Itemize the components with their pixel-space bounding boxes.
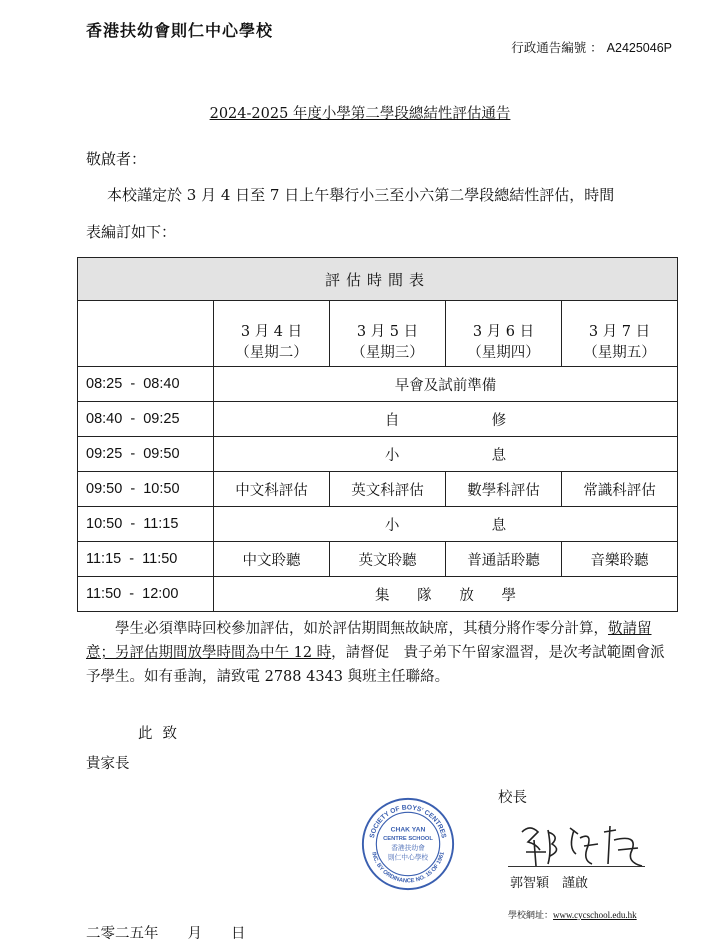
timetable-row [78, 472, 678, 507]
activity-cell: 小 息 [214, 437, 678, 472]
time-slot: 09:25 - 09:50 [78, 437, 214, 472]
seal-line-4: 則仁中心學校 [387, 853, 429, 862]
ref-number: A2425046P [606, 41, 672, 55]
timetable [77, 257, 678, 612]
website-link[interactable]: www.cycschool.edu.hk [553, 910, 637, 920]
salutation: 敬啟者： [86, 150, 147, 168]
notice-title-text: 2024-2025 年度小學第二學段總結性評估通告 [209, 106, 511, 122]
principal-title: 校長 [498, 790, 527, 806]
day-weekday: （星期五） [583, 345, 656, 361]
day-date: 3 月 6 日 [472, 324, 535, 340]
timetable-heading: 評估時間表 [78, 258, 678, 301]
timetable-row [78, 437, 678, 472]
day-date: 3 月 4 日 [240, 324, 303, 340]
day-date: 3 月 7 日 [588, 324, 651, 340]
notice-title [0, 102, 720, 123]
activity-cell: 集 隊 放 學 [214, 577, 678, 612]
seal-line-2: CENTRE SCHOOL [383, 836, 433, 843]
seal-ring-top: SOCIETY OF BOYS' CENTRES [368, 804, 448, 839]
subject-cell: 音樂聆聽 [562, 542, 678, 577]
day-header [562, 301, 678, 367]
notice-paragraph [86, 617, 676, 689]
notice-part-2-underlined: 敬請留意；另評估期間放學時間為中午 12 時 [86, 621, 652, 661]
day-date: 3 月 5 日 [356, 324, 419, 340]
timetable-row [78, 577, 678, 612]
subject-cell: 常識科評估 [562, 472, 678, 507]
time-slot: 08:25 - 08:40 [78, 367, 214, 402]
time-slot: 08:40 - 09:25 [78, 402, 214, 437]
time-slot: 09:50 - 10:50 [78, 472, 214, 507]
notice-part-3: ，請督促 貴子弟下午留家溫習，是次考試範圍會派予學生。如有垂詢，請致電 2788 4343 與班主任聯絡。 [86, 645, 665, 685]
body-line-2: 表編訂如下： [86, 223, 177, 241]
time-slot: 11:50 - 12:00 [78, 577, 214, 612]
activity-cell: 自 修 [214, 402, 678, 437]
seal-line-3: 香港扶幼會 [391, 843, 425, 852]
subject-cell: 英文聆聽 [330, 542, 446, 577]
school-name: 香港扶幼會則仁中心學校 [86, 21, 274, 40]
day-weekday: （星期二） [235, 345, 308, 361]
principal-name: 郭智穎 謹啟 [510, 876, 589, 891]
timetable-row [78, 507, 678, 542]
subject-cell: 中文科評估 [214, 472, 330, 507]
subject-cell: 英文科評估 [330, 472, 446, 507]
closing-phrase: 此致 [138, 726, 187, 742]
day-header [446, 301, 562, 367]
website-label: 學校網址： [508, 911, 554, 921]
subject-cell: 普通話聆聽 [446, 542, 562, 577]
time-slot: 10:50 - 11:15 [78, 507, 214, 542]
notice-ref [511, 38, 672, 56]
timetable-row [78, 367, 678, 402]
day-weekday: （星期四） [467, 345, 540, 361]
timetable-row [78, 402, 678, 437]
notice-part-1: 學生必須準時回校參加評估，如於評估期間無故缺席，其積分將作零分計算， [115, 621, 608, 637]
body-line-1: 本校謹定於 3 月 4 日至 7 日上午舉行小三至小六第二學段總結性評估，時間 [107, 186, 615, 204]
ref-label: 行政通告編號 ： [511, 40, 603, 55]
school-website [508, 908, 637, 921]
corner-cell [78, 301, 214, 367]
day-header [330, 301, 446, 367]
timetable-row [78, 542, 678, 577]
signature-line [508, 866, 645, 867]
activity-cell: 早會及試前準備 [214, 367, 678, 402]
date-header-row [78, 301, 678, 367]
subject-cell: 中文聆聽 [214, 542, 330, 577]
subject-cell: 數學科評估 [446, 472, 562, 507]
school-seal [360, 796, 456, 892]
date-footer: 二零二五年 月 日 [86, 926, 246, 942]
addressee: 貴家長 [86, 756, 130, 772]
seal-line-1: CHAK YAN [390, 826, 426, 834]
time-slot: 11:15 - 11:50 [78, 542, 214, 577]
principal-signature [518, 820, 648, 870]
activity-cell: 小 息 [214, 507, 678, 542]
day-header [214, 301, 330, 367]
seal-ring-bottom: INC. BY ORDINANCE NO. 15 OF 1961 [370, 851, 446, 885]
day-weekday: （星期三） [351, 345, 424, 361]
